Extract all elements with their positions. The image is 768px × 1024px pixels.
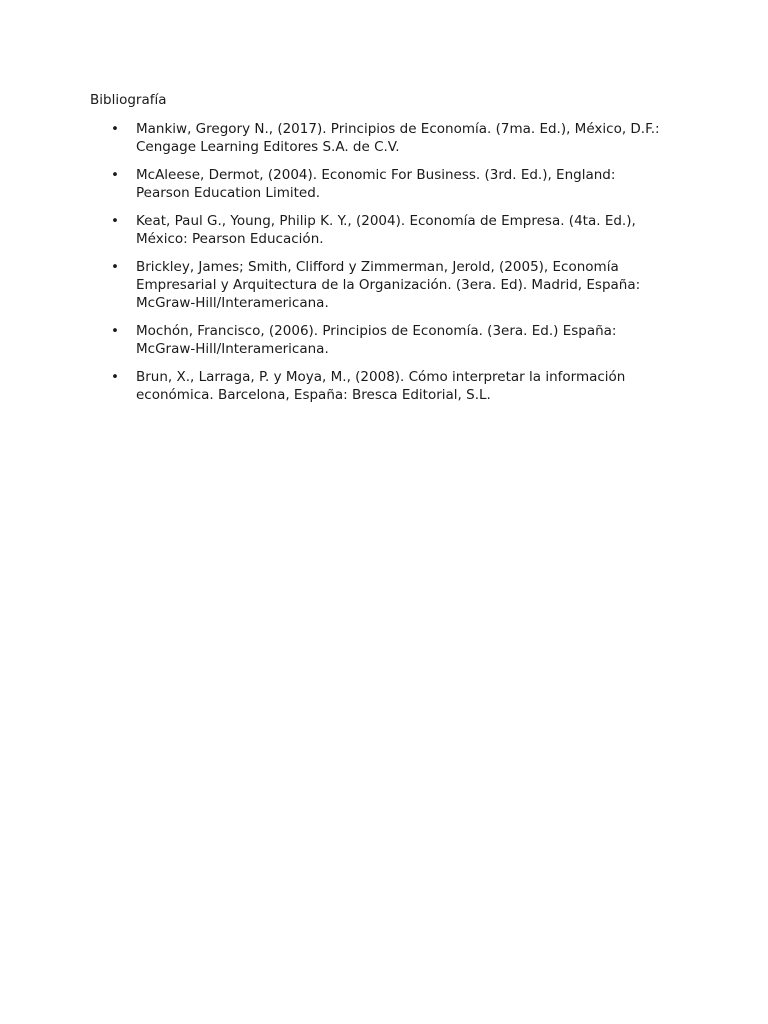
entry-text xyxy=(136,166,686,202)
entry-text xyxy=(136,212,686,248)
entry-line: México: Pearson Educación. xyxy=(136,231,324,247)
bibliography-entry xyxy=(0,368,768,404)
bibliography-entry xyxy=(0,212,768,248)
entry-line: McGraw-Hill/Interamericana. xyxy=(136,295,329,311)
entry-text xyxy=(136,120,686,156)
entry-line: Mankiw, Gregory N., (2017). Principios de Economía. (7ma. Ed.), México, D.F.: xyxy=(136,121,660,137)
bibliography-entry xyxy=(0,166,768,202)
bullet-icon: • xyxy=(111,167,119,183)
entry-text xyxy=(136,258,686,312)
entry-line: McGraw-Hill/Interamericana. xyxy=(136,341,329,357)
entry-line: Brun, X., Larraga, P. y Moya, M., (2008). Cómo interpretar la información xyxy=(136,369,626,385)
entry-line: económica. Barcelona, España: Bresca Editorial, S.L. xyxy=(136,387,491,403)
entry-line: Empresarial y Arquitectura de la Organización. (3era. Ed). Madrid, España: xyxy=(136,277,641,293)
bullet-icon: • xyxy=(111,369,119,385)
entry-line: Mochón, Francisco, (2006). Principios de Economía. (3era. Ed.) España: xyxy=(136,323,617,339)
bullet-icon: • xyxy=(111,213,119,229)
entry-line: Keat, Paul G., Young, Philip K. Y., (2004). Economía de Empresa. (4ta. Ed.), xyxy=(136,213,636,229)
bibliography-entry xyxy=(0,120,768,156)
bibliography-entry xyxy=(0,322,768,358)
bullet-icon: • xyxy=(111,259,119,275)
entry-line: Cengage Learning Editores S.A. de C.V. xyxy=(136,139,400,155)
entry-line: Pearson Education Limited. xyxy=(136,185,321,201)
entry-text xyxy=(136,322,686,358)
entry-line: McAleese, Dermot, (2004). Economic For Business. (3rd. Ed.), England: xyxy=(136,167,616,183)
entry-line: Brickley, James; Smith, Clifford y Zimmerman, Jerold, (2005), Economía xyxy=(136,259,619,275)
bullet-icon: • xyxy=(111,323,119,339)
bibliography-entry xyxy=(0,258,768,312)
bibliography-list xyxy=(0,120,768,414)
bibliography-heading: Bibliografía xyxy=(90,92,167,108)
bullet-icon: • xyxy=(111,121,119,137)
entry-text xyxy=(136,368,686,404)
